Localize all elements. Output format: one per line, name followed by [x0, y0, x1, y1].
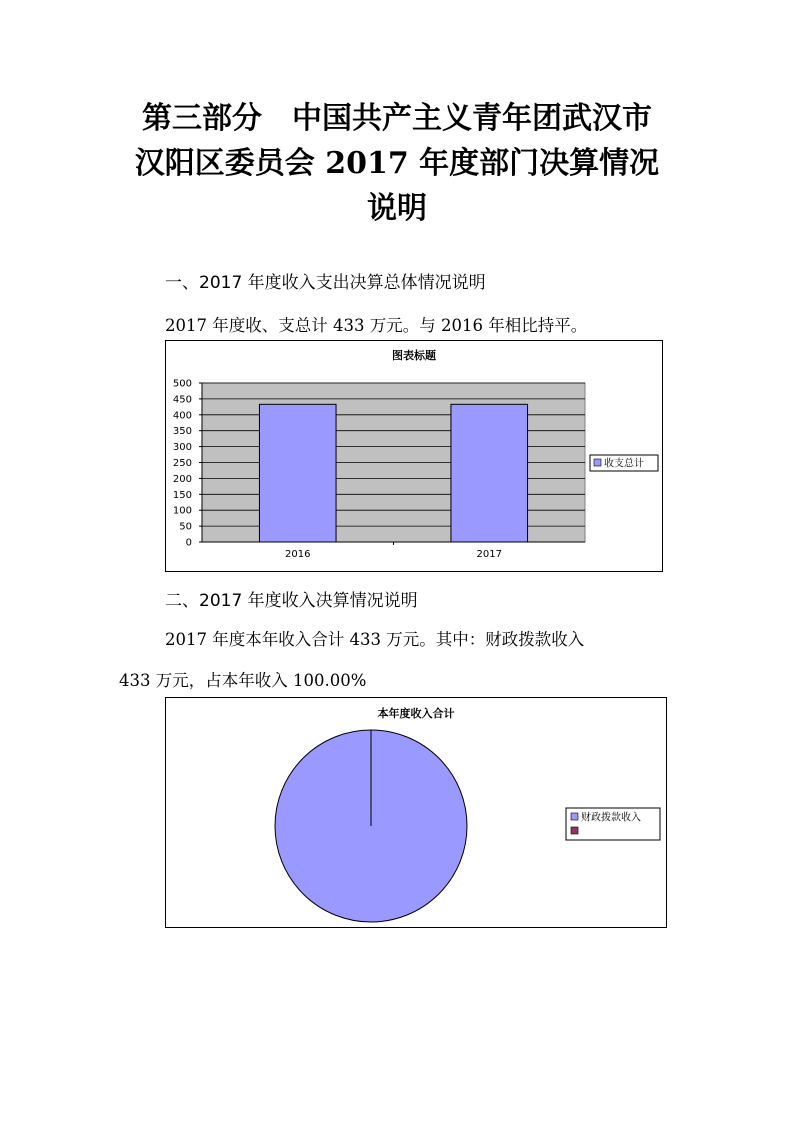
legend-label: 收支总计 [604, 458, 644, 470]
page-title [110, 96, 684, 231]
y-tick-label: 300 [172, 442, 192, 454]
y-tick-label: 250 [172, 458, 192, 469]
bar-2017 [451, 404, 528, 542]
section-1-heading: 一、2017 年度收入支出决算总体情况说明 [165, 273, 486, 293]
bar-chart [166, 341, 662, 571]
legend-swatch [594, 459, 601, 466]
bar-2016 [259, 404, 336, 542]
section-2-text-line-2: 433 万元，占本年收入 100.00% [119, 671, 367, 690]
bar-legend [590, 455, 658, 471]
title-line-2: 汉阳区委员会 2017 年度部门决算情况 [134, 146, 660, 181]
pie-chart [166, 698, 666, 927]
bar-chart-title: 图表标题 [392, 349, 436, 362]
y-tick-label: 0 [185, 537, 192, 549]
x-tick-label: 2016 [285, 549, 311, 560]
legend-swatch-2 [571, 827, 578, 834]
y-tick-label: 50 [179, 521, 192, 533]
title-line-1: 第三部分 中国共产主义青年团武汉市 [142, 101, 652, 136]
y-tick-label: 350 [172, 426, 192, 438]
title-line-3: 说明 [367, 191, 427, 226]
y-tick-label: 100 [172, 505, 192, 517]
x-tick-label: 2017 [476, 549, 502, 560]
pie-chart-frame [165, 697, 667, 928]
legend-swatch-1 [571, 813, 578, 820]
y-tick-label: 200 [172, 473, 192, 485]
y-tick-label: 400 [172, 410, 192, 422]
y-tick-label: 450 [172, 394, 192, 406]
bar-chart-frame [165, 340, 663, 572]
section-2-heading: 二、2017 年度收入决算情况说明 [165, 591, 418, 611]
section-1-text: 2017 年度收、支总计 433 万元。与 2016 年相比持平。 [165, 316, 588, 335]
legend-label-1: 财政拨款收入 [581, 812, 641, 824]
section-2-text-line-1: 2017 年度本年收入合计 433 万元。其中：财政拨款收入 [165, 630, 585, 649]
y-tick-label: 500 [172, 378, 192, 390]
y-tick-label: 150 [172, 489, 192, 501]
pie-chart-title: 本年度收入合计 [377, 707, 455, 720]
pie-legend [566, 808, 660, 840]
